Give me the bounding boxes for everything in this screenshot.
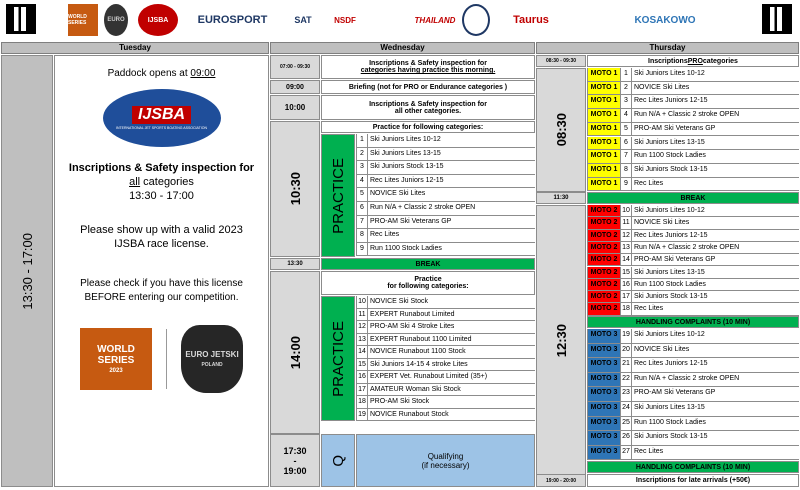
- category-row: [587, 137, 799, 151]
- kosakowo-logo: KOSAKOWO: [634, 14, 696, 26]
- category-row: [356, 134, 535, 148]
- tuesday-info: [54, 55, 269, 487]
- category-row: [587, 329, 799, 344]
- category-name: NOVICE Ski Lites: [634, 219, 690, 227]
- category-number: 24: [620, 402, 632, 416]
- category-row: [587, 291, 799, 303]
- category-row: [356, 384, 535, 397]
- category-name: Rec Lites: [634, 179, 664, 187]
- category-name: PRO-AM Ski Veterans GP: [634, 389, 716, 397]
- category-row: [356, 409, 535, 422]
- moto-label: MOTO 2: [587, 217, 620, 228]
- category-number: 1: [356, 134, 368, 147]
- moto-label: MOTO 3: [587, 402, 620, 416]
- category-number: 18: [620, 303, 632, 314]
- wed-time-1730: 17:30 - 19:00: [270, 434, 320, 487]
- category-name: Ski Juniors Lites 13-15: [634, 404, 705, 411]
- moto-label: MOTO 2: [587, 254, 620, 265]
- thu-time-1230: 12:30: [536, 205, 586, 476]
- moto-label: MOTO 3: [587, 329, 620, 343]
- category-number: 8: [620, 164, 632, 177]
- category-row: [587, 178, 799, 192]
- moto-label: MOTO 3: [587, 446, 620, 460]
- category-number: 2: [620, 82, 632, 95]
- category-row: [587, 123, 799, 137]
- category-name: NOVICE Runabout 1100 Stock: [370, 348, 466, 355]
- category-name: Ski Juniors Lites 10-12: [634, 331, 705, 338]
- category-name: NOVICE Ski Lites: [634, 345, 690, 353]
- category-number: 12: [620, 230, 632, 241]
- bottom-logos: [80, 325, 243, 393]
- category-row: [356, 346, 535, 359]
- moto-label: MOTO 3: [587, 373, 620, 387]
- category-name: Ski Juniors 14-15 4 stroke Lites: [370, 360, 468, 368]
- category-number: 20: [620, 344, 632, 358]
- world-series-big-logo: WORLD SERIES 2023: [80, 328, 152, 390]
- category-number: 18: [356, 396, 368, 408]
- category-number: 4: [356, 175, 368, 188]
- sat-logo: SAT: [294, 15, 312, 25]
- amazing-thailand-logo: THAILAND: [414, 15, 456, 25]
- qr-code-left: [6, 4, 36, 34]
- category-number: 11: [620, 217, 632, 228]
- category-name: NOVICE Runabout Stock: [370, 410, 449, 418]
- category-name: Ski Juniors Stock 13-15: [634, 433, 708, 441]
- category-number: 4: [620, 109, 632, 122]
- category-number: 10: [356, 296, 368, 308]
- category-number: 8: [356, 229, 368, 242]
- wed-practice-header: Practice for following categories:: [321, 121, 535, 133]
- category-number: 17: [356, 384, 368, 396]
- category-row: [356, 161, 535, 175]
- moto-label: MOTO 1: [587, 68, 620, 81]
- wed-time-1400: 14:00: [270, 271, 320, 434]
- day-header-wednesday: Wednesday: [270, 42, 535, 54]
- category-row: [587, 95, 799, 109]
- category-number: 5: [620, 123, 632, 136]
- moto-label: MOTO 2: [587, 303, 620, 314]
- category-name: EXPERT Vet. Runabout Limited (35+): [370, 373, 488, 380]
- category-number: 7: [620, 150, 632, 163]
- category-name: Run 1100 Stock Ladies: [634, 280, 706, 288]
- category-name: Run N/A + Classic 2 stroke OPEN: [634, 243, 740, 251]
- moto-label: MOTO 1: [587, 137, 620, 150]
- euro-jetski-logo: EURO: [104, 4, 128, 36]
- wed-time-0700: 07:00 - 09:30: [270, 55, 320, 79]
- category-name: Rec Lites: [634, 305, 664, 313]
- category-number: 23: [620, 387, 632, 401]
- category-name: Run 1100 Stock Ladies: [634, 152, 706, 160]
- category-number: 27: [620, 446, 632, 460]
- moto-label: MOTO 3: [587, 387, 620, 401]
- category-number: 11: [356, 309, 368, 321]
- category-row: [587, 254, 799, 266]
- category-row: [587, 431, 799, 446]
- category-row: [356, 148, 535, 162]
- category-row: [587, 205, 799, 217]
- category-name: Run 1100 Stock Ladies: [634, 418, 706, 426]
- category-row: [587, 242, 799, 254]
- category-name: NOVICE Ski Lites: [634, 83, 690, 91]
- category-row: [587, 109, 799, 123]
- category-row: [356, 175, 535, 189]
- category-row: [587, 164, 799, 178]
- wed-time-1330: 13:30: [270, 258, 320, 270]
- category-number: 16: [356, 371, 368, 383]
- tuesday-time: [1, 55, 53, 487]
- category-row: [587, 150, 799, 164]
- wed-inspection-morning: Inscriptions & Safety inspection for categories having practice this morning.: [321, 55, 535, 79]
- category-number: 19: [356, 409, 368, 421]
- moto-label: MOTO 2: [587, 291, 620, 302]
- category-number: 12: [356, 321, 368, 333]
- thu-time-1900: 19:00 - 20:00: [536, 474, 586, 487]
- category-row: [587, 387, 799, 402]
- wed-practice2-header: Practice for following categories:: [321, 271, 535, 295]
- category-number: 14: [620, 254, 632, 265]
- qr-code-right: [762, 4, 792, 34]
- check-license-text: Please check if you have this license BEFORE entering our competition.: [80, 278, 243, 303]
- category-name: Run N/A + Classic 2 stroke OPEN: [370, 204, 476, 211]
- category-name: EXPERT Runabout Limited: [370, 310, 455, 318]
- eurosport-logo: EUROSPORT: [197, 14, 268, 26]
- category-name: Ski Juniors Lites 13-15: [370, 149, 441, 157]
- moto-label: MOTO 3: [587, 344, 620, 358]
- category-row: [356, 321, 535, 334]
- category-name: Ski Juniors Lites 10-12: [634, 207, 705, 214]
- category-name: Ski Juniors Stock 13-15: [370, 163, 444, 171]
- category-number: 17: [620, 291, 632, 302]
- category-name: Ski Juniors Lites 13-15: [634, 138, 705, 146]
- thu-time-0830: 08:30 - 09:30: [536, 55, 586, 67]
- category-number: 25: [620, 417, 632, 431]
- thu-break: BREAK: [587, 192, 799, 204]
- category-row: [587, 417, 799, 432]
- category-number: 1: [620, 68, 632, 81]
- wed-inspection-others: Inscriptions & Safety inspection for all other categories.: [321, 95, 535, 120]
- category-name: Run 1100 Stock Ladies: [370, 244, 442, 252]
- category-name: Rec Lites Juniors 12-15: [634, 231, 708, 239]
- category-name: Ski Juniors Lites 10-12: [634, 70, 705, 77]
- moto-label: MOTO 3: [587, 431, 620, 445]
- paddock-text: Paddock opens at 09:00: [107, 68, 216, 79]
- category-number: 9: [620, 178, 632, 191]
- category-number: 14: [356, 346, 368, 358]
- thu-complaints-2: HANDLING COMPLAINTS (10 MIN): [587, 461, 799, 473]
- category-row: [356, 216, 535, 230]
- category-name: EXPERT Runabout 1100 Limited: [370, 335, 472, 343]
- category-row: [356, 359, 535, 372]
- tuesday-time-label: 13:30 - 17:00: [19, 232, 35, 310]
- category-name: Ski Juniors Stock 13-15: [634, 293, 708, 301]
- category-row: [587, 344, 799, 359]
- ijsba-small-logo: IJSBA: [138, 4, 178, 36]
- wed-practice-label-morning: PRACTICE: [321, 134, 355, 257]
- category-name: Rec Lites Juniors 12-15: [634, 360, 708, 368]
- wed-time-0900: 09:00: [270, 80, 320, 94]
- category-number: 16: [620, 279, 632, 290]
- category-number: 13: [620, 242, 632, 253]
- ijsba-logo-text: IJSBA: [132, 106, 191, 124]
- sponsor-bar: [0, 0, 800, 40]
- category-name: Rec Lites Juniors 12-15: [634, 97, 708, 105]
- category-number: 2: [356, 148, 368, 161]
- category-number: 5: [356, 188, 368, 201]
- category-number: 9: [356, 243, 368, 256]
- world-series-logo: WORLD SERIES: [68, 4, 98, 36]
- category-number: 21: [620, 358, 632, 372]
- category-name: Run N/A + Classic 2 stroke OPEN: [634, 111, 740, 119]
- category-number: 7: [356, 216, 368, 229]
- category-name: Rec Lites: [634, 447, 664, 455]
- moto-label: MOTO 2: [587, 267, 620, 278]
- category-row: [356, 309, 535, 322]
- category-number: 22: [620, 373, 632, 387]
- category-row: [587, 82, 799, 96]
- thu-late-arrivals: Inscriptions for late arrivals (+50€): [587, 474, 799, 487]
- thu-complaints-1: HANDLING COMPLAINTS (10 MIN): [587, 316, 799, 328]
- day-header-thursday: Thursday: [536, 42, 799, 54]
- wed-time-1030: 10:30: [270, 121, 320, 257]
- category-row: [587, 358, 799, 373]
- category-number: 10: [620, 205, 632, 216]
- thu-time-0830-block: 08:30: [536, 68, 586, 192]
- moto-label: MOTO 1: [587, 164, 620, 177]
- moto-label: MOTO 2: [587, 279, 620, 290]
- euro-jetski-big-logo: EURO JETSKI POLAND: [181, 325, 243, 393]
- category-number: 3: [620, 95, 632, 108]
- category-name: AMATEUR Woman Ski Stock: [370, 385, 461, 393]
- moto-label: MOTO 1: [587, 123, 620, 136]
- category-row: [356, 243, 535, 257]
- category-name: Rec Lites Juniors 12-15: [370, 176, 444, 184]
- wed-q-label: Q: [321, 434, 355, 487]
- category-row: [356, 188, 535, 202]
- category-name: Rec Lites: [370, 231, 400, 239]
- category-row: [356, 296, 535, 309]
- thu-time-1130: 11:30: [536, 192, 586, 204]
- moto-label: MOTO 1: [587, 109, 620, 122]
- license-text: Please show up with a valid 2023 IJSBA race license.: [80, 224, 243, 250]
- day-header-tuesday: Tuesday: [1, 42, 269, 54]
- category-name: PRO-AM Ski Veterans GP: [634, 256, 716, 264]
- moto-label: MOTO 1: [587, 150, 620, 163]
- category-row: [587, 230, 799, 242]
- category-number: 15: [356, 359, 368, 371]
- category-name: Ski Juniors Lites 10-12: [370, 136, 441, 143]
- moto-label: MOTO 2: [587, 205, 620, 216]
- schedule-grid: [0, 42, 800, 490]
- category-row: [587, 303, 799, 315]
- taurus-logo: Taurus: [513, 14, 549, 26]
- nsdf-logo: NSDF: [334, 15, 356, 25]
- moto-label: MOTO 1: [587, 95, 620, 108]
- category-name: Run N/A + Classic 2 stroke OPEN: [634, 374, 740, 382]
- category-row: [356, 202, 535, 216]
- category-row: [356, 396, 535, 409]
- category-row: [356, 229, 535, 243]
- moto-label: MOTO 1: [587, 82, 620, 95]
- category-name: Ski Juniors Stock 13-15: [634, 165, 708, 173]
- inscriptions-text: Inscriptions & Safety inspection for all categories 13:30 - 17:00: [68, 162, 255, 202]
- category-name: PRO-AM Ski 4 Stroke Lites: [370, 323, 455, 330]
- category-row: [356, 371, 535, 384]
- logo-divider: [166, 329, 167, 389]
- moto-label: MOTO 3: [587, 358, 620, 372]
- category-number: 6: [356, 202, 368, 215]
- category-name: PRO-AM Ski Veterans GP: [634, 124, 716, 132]
- category-row: [587, 373, 799, 388]
- category-row: [587, 68, 799, 82]
- thu-inscriptions-pro: Inscriptions PRO categories: [587, 55, 799, 67]
- category-number: 26: [620, 431, 632, 445]
- wed-briefing: Briefing (not for PRO or Endurance categories ): [321, 80, 535, 94]
- ijsba-logo: [103, 89, 221, 147]
- category-number: 15: [620, 267, 632, 278]
- wed-qualifying: Qualifying (if necessary): [356, 434, 535, 487]
- ijsba-logo-sub: INTERNATIONAL JET SPORTS BOATING ASSOCIATION: [116, 126, 207, 130]
- wed-break: BREAK: [321, 258, 535, 270]
- category-name: PRO-AM Ski Stock: [370, 398, 430, 405]
- moto-label: MOTO 2: [587, 242, 620, 253]
- category-number: 13: [356, 334, 368, 346]
- moto-label: MOTO 1: [587, 178, 620, 191]
- category-row: [356, 334, 535, 347]
- category-row: [587, 279, 799, 291]
- moto-label: MOTO 3: [587, 417, 620, 431]
- wed-practice-label-afternoon: PRACTICE: [321, 296, 355, 421]
- category-row: [587, 217, 799, 229]
- category-name: NOVICE Ski Lites: [370, 190, 426, 198]
- category-name: NOVICE Ski Stock: [370, 298, 428, 305]
- seal-logo: [462, 4, 490, 36]
- category-row: [587, 267, 799, 279]
- category-name: PRO-AM Ski Veterans GP: [370, 217, 452, 225]
- category-name: Ski Juniors Lites 13-15: [634, 268, 705, 276]
- category-number: 6: [620, 137, 632, 150]
- category-number: 19: [620, 329, 632, 343]
- category-number: 3: [356, 161, 368, 174]
- category-row: [587, 446, 799, 461]
- moto-label: MOTO 2: [587, 230, 620, 241]
- wed-time-1000: 10:00: [270, 95, 320, 120]
- category-row: [587, 402, 799, 417]
